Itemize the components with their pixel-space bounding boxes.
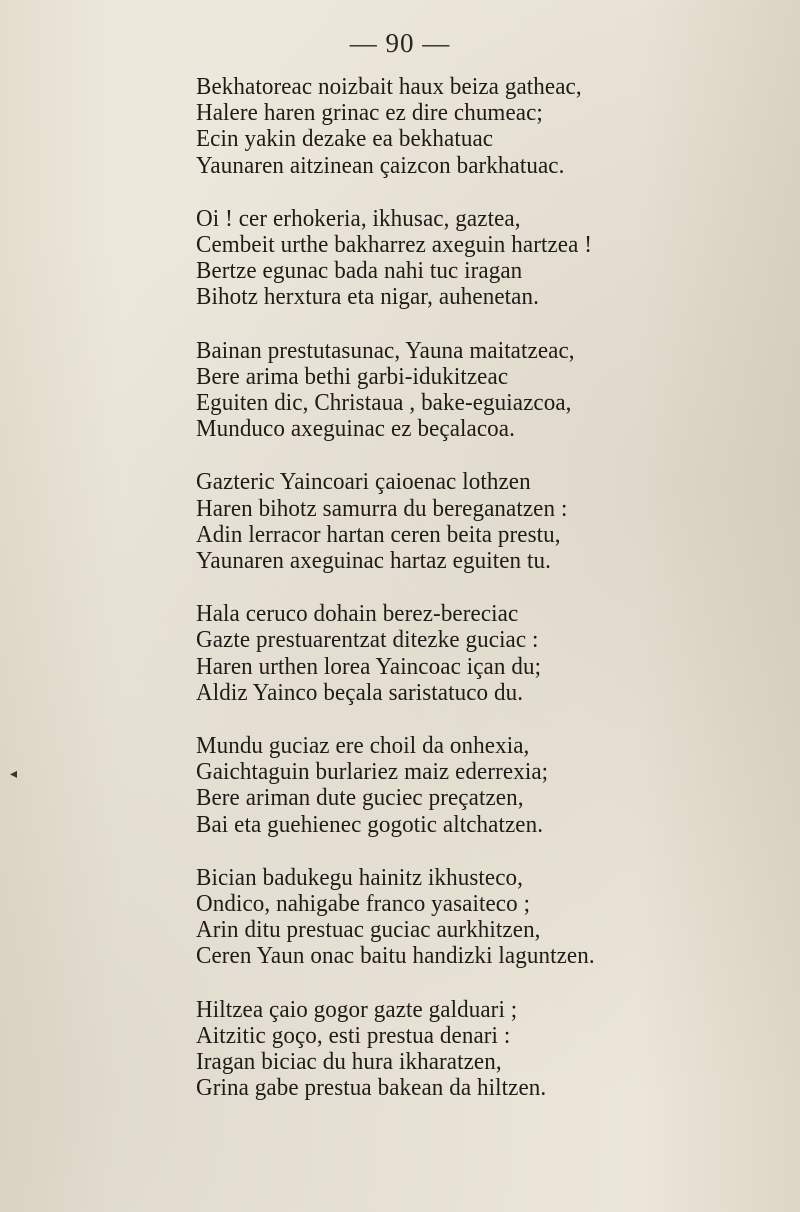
- poem-line: Bere ariman dute guciec preçatzen,: [196, 785, 524, 812]
- stanza-4: [196, 469, 786, 574]
- poem-line: Mundu guciaz ere choil da onhexia,: [196, 733, 530, 760]
- poem-line: Aldiz Yainco beçala saristatuco du.: [196, 679, 524, 706]
- poem-line: Hiltzea çaio gogor gazte galduari ;: [196, 996, 518, 1023]
- poem-line: Cembeit urthe bakharrez axeguin hartzea !: [196, 232, 593, 259]
- poem-line: Gazteric Yaincoari çaioenac lothzen: [196, 469, 531, 496]
- poem-line: Bertze egunac bada nahi tuc iragan: [196, 258, 523, 285]
- stanza-8: [196, 997, 786, 1102]
- poem-line: Bihotz herxtura eta nigar, auhenetan.: [196, 284, 539, 311]
- poem-line: Bainan prestutasunac, Yauna maitatzeac,: [196, 337, 575, 364]
- poem-line: Eguiten dic, Christaua , bake-eguiazcoa,: [196, 390, 572, 417]
- poem: [196, 74, 786, 1129]
- stanza-2: [196, 206, 786, 311]
- poem-line: Bere arima bethi garbi-idukitzeac: [196, 363, 509, 390]
- poem-line: Adin lerracor hartan ceren beita prestu,: [196, 521, 561, 548]
- margin-mark-icon: ◂: [10, 767, 18, 782]
- poem-line: Gazte prestuarentzat ditezke guciac :: [196, 627, 539, 654]
- poem-line: Ecin yakin dezake ea bekhatuac: [196, 126, 494, 153]
- poem-line: Bekhatoreac noizbait haux beiza gatheac,: [196, 74, 582, 100]
- poem-line: Iragan biciac du hura ikharatzen,: [196, 1049, 502, 1076]
- poem-line: Bai eta guehienec gogotic altchatzen.: [196, 811, 544, 838]
- poem-line: Haren bihotz samurra du bereganatzen :: [196, 495, 568, 522]
- poem-line: Ondico, nahigabe franco yasaiteco ;: [196, 891, 531, 918]
- poem-line: Yaunaren axeguinac hartaz eguiten tu.: [196, 548, 552, 575]
- poem-line: Oi ! cer erhokeria, ikhusac, gaztea,: [196, 205, 521, 232]
- stanza-7: [196, 865, 786, 970]
- stanza-1: [196, 74, 786, 179]
- poem-line: Bician badukegu hainitz ikhusteco,: [196, 864, 524, 891]
- stanza-3: [196, 338, 786, 443]
- stanza-5: [196, 601, 786, 706]
- poem-line: Munduco axeguinac ez beçalacoa.: [196, 416, 515, 443]
- poem-line: Grina gabe prestua bakean da hiltzen.: [196, 1075, 547, 1102]
- poem-line: Yaunaren aitzinean çaizcon barkhatuac.: [196, 152, 565, 179]
- poem-line: Halere haren grinac ez dire chumeac;: [196, 100, 543, 127]
- poem-line: Aitzitic goço, esti prestua denari :: [196, 1022, 511, 1049]
- poem-line: Hala ceruco dohain berez-bereciac: [196, 601, 519, 628]
- page-number: — 90 —: [349, 28, 451, 58]
- poem-line: Ceren Yaun onac baitu handizki laguntzen.: [196, 943, 595, 970]
- poem-line: Arin ditu prestuac guciac aurkhitzen,: [196, 917, 541, 944]
- stanza-6: [196, 733, 786, 838]
- poem-line: Haren urthen lorea Yaincoac içan du;: [196, 653, 542, 680]
- poem-line: Gaichtaguin burlariez maiz ederrexia;: [196, 759, 549, 786]
